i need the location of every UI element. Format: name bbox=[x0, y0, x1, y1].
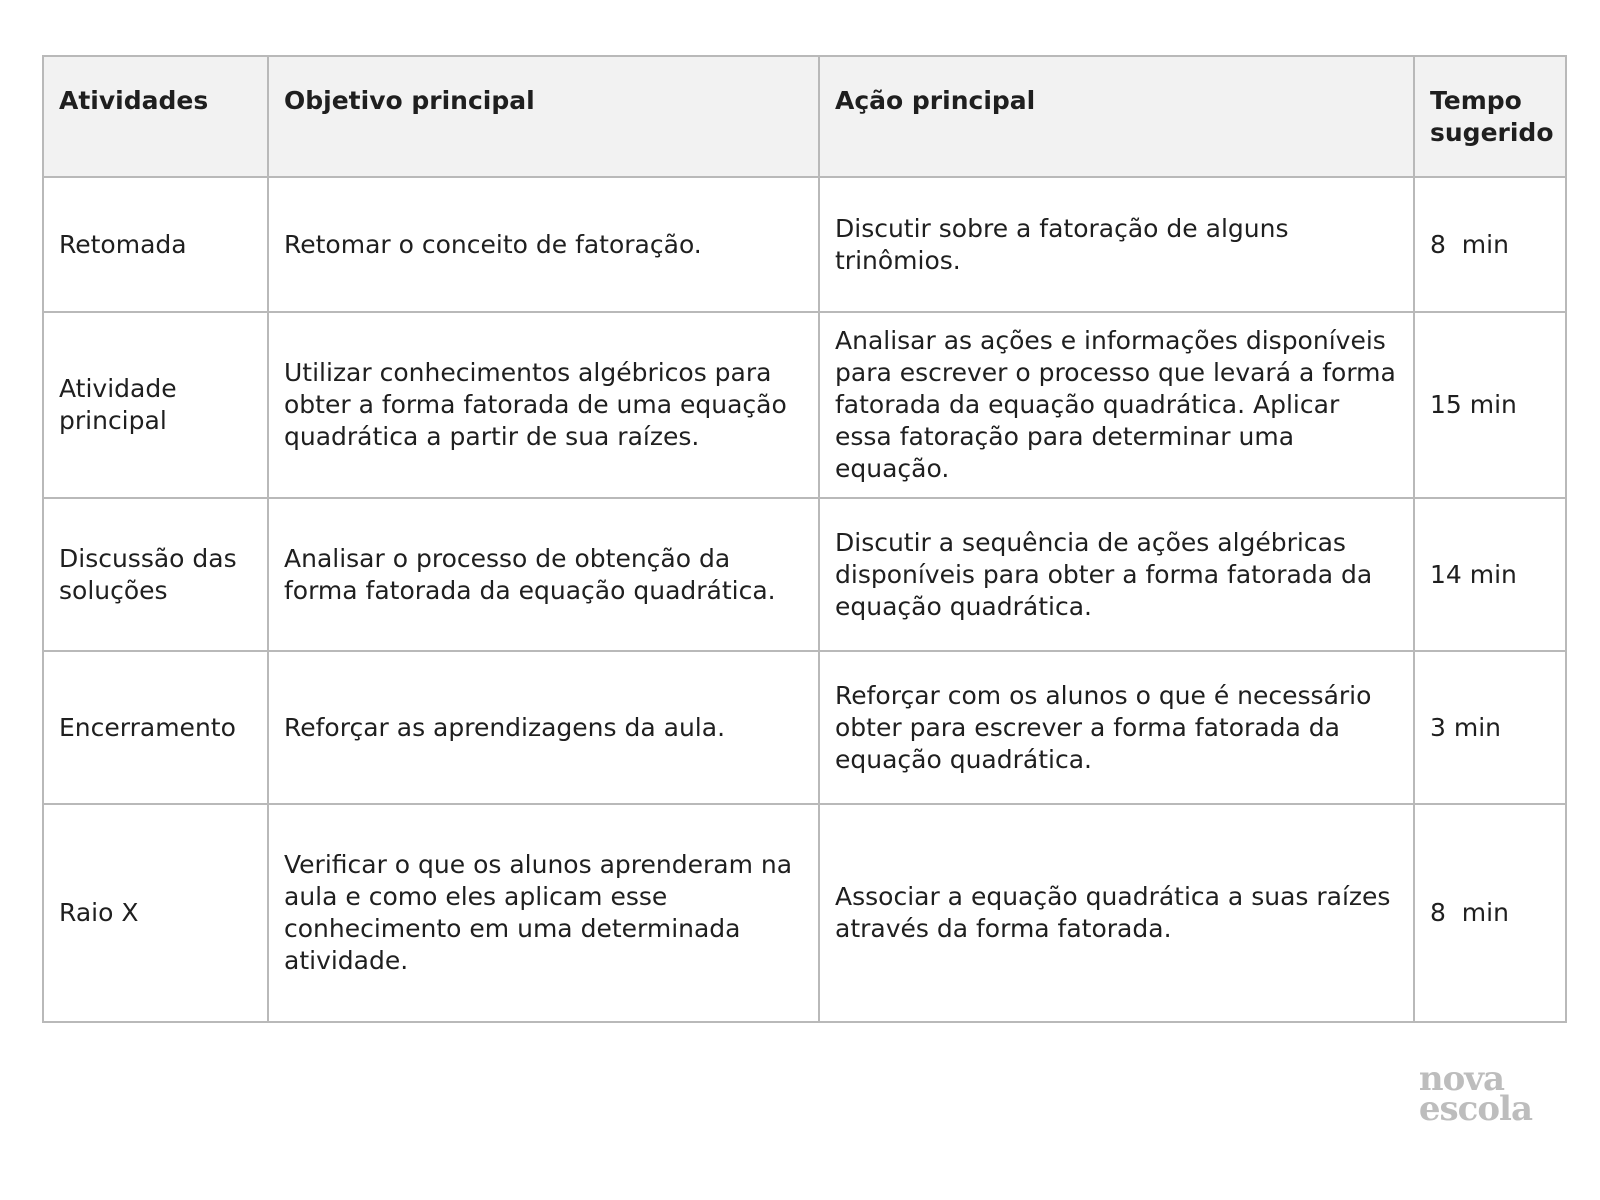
cell-acao: Discutir sobre a fatoração de alguns trinômios. bbox=[819, 177, 1414, 312]
table-row bbox=[43, 312, 1566, 498]
table-row bbox=[43, 498, 1566, 651]
cell-atividade: Raio X bbox=[43, 804, 268, 1022]
table-row bbox=[43, 177, 1566, 312]
header-tempo: Tempo sugerido bbox=[1414, 56, 1566, 177]
cell-objetivo: Analisar o processo de obtenção da forma fatorada da equação quadrática. bbox=[268, 498, 819, 651]
table-header-row bbox=[43, 56, 1566, 177]
cell-tempo: 8 min bbox=[1414, 804, 1566, 1022]
cell-tempo: 3 min bbox=[1414, 651, 1566, 804]
cell-acao: Discutir a sequência de ações algébricas disponíveis para obter a forma fatorada da equação quadrática. bbox=[819, 498, 1414, 651]
header-objetivo: Objetivo principal bbox=[268, 56, 819, 177]
cell-tempo: 8 min bbox=[1414, 177, 1566, 312]
cell-tempo: 14 min bbox=[1414, 498, 1566, 651]
nova-escola-logo bbox=[1418, 1059, 1532, 1129]
cell-atividade: Discussão das soluções bbox=[43, 498, 268, 651]
cell-objetivo: Reforçar as aprendizagens da aula. bbox=[268, 651, 819, 804]
logo-line-1: nova bbox=[1418, 1059, 1505, 1099]
table-row bbox=[43, 804, 1566, 1022]
cell-acao: Associar a equação quadrática a suas raízes através da forma fatorada. bbox=[819, 804, 1414, 1022]
header-acao: Ação principal bbox=[819, 56, 1414, 177]
table-row bbox=[43, 651, 1566, 804]
cell-atividade: Atividade principal bbox=[43, 312, 268, 498]
cell-objetivo: Utilizar conhecimentos algébricos para obter a forma fatorada de uma equação quadrática a partir de sua raízes. bbox=[268, 312, 819, 498]
cell-objetivo: Verificar o que os alunos aprenderam na aula e como eles aplicam esse conhecimento em uma determinada atividade. bbox=[268, 804, 819, 1022]
header-atividades: Atividades bbox=[43, 56, 268, 177]
cell-objetivo: Retomar o conceito de fatoração. bbox=[268, 177, 819, 312]
cell-acao: Reforçar com os alunos o que é necessário obter para escrever a forma fatorada da equação quadrática. bbox=[819, 651, 1414, 804]
cell-tempo: 15 min bbox=[1414, 312, 1566, 498]
cell-atividade: Retomada bbox=[43, 177, 268, 312]
cell-acao: Analisar as ações e informações disponíveis para escrever o processo que levará a forma fatorada da equação quadrática. Aplicar essa fatoração para determinar uma equação. bbox=[819, 312, 1414, 498]
logo-line-2: escola bbox=[1418, 1089, 1532, 1129]
lesson-plan-table bbox=[42, 55, 1567, 1023]
cell-atividade: Encerramento bbox=[43, 651, 268, 804]
